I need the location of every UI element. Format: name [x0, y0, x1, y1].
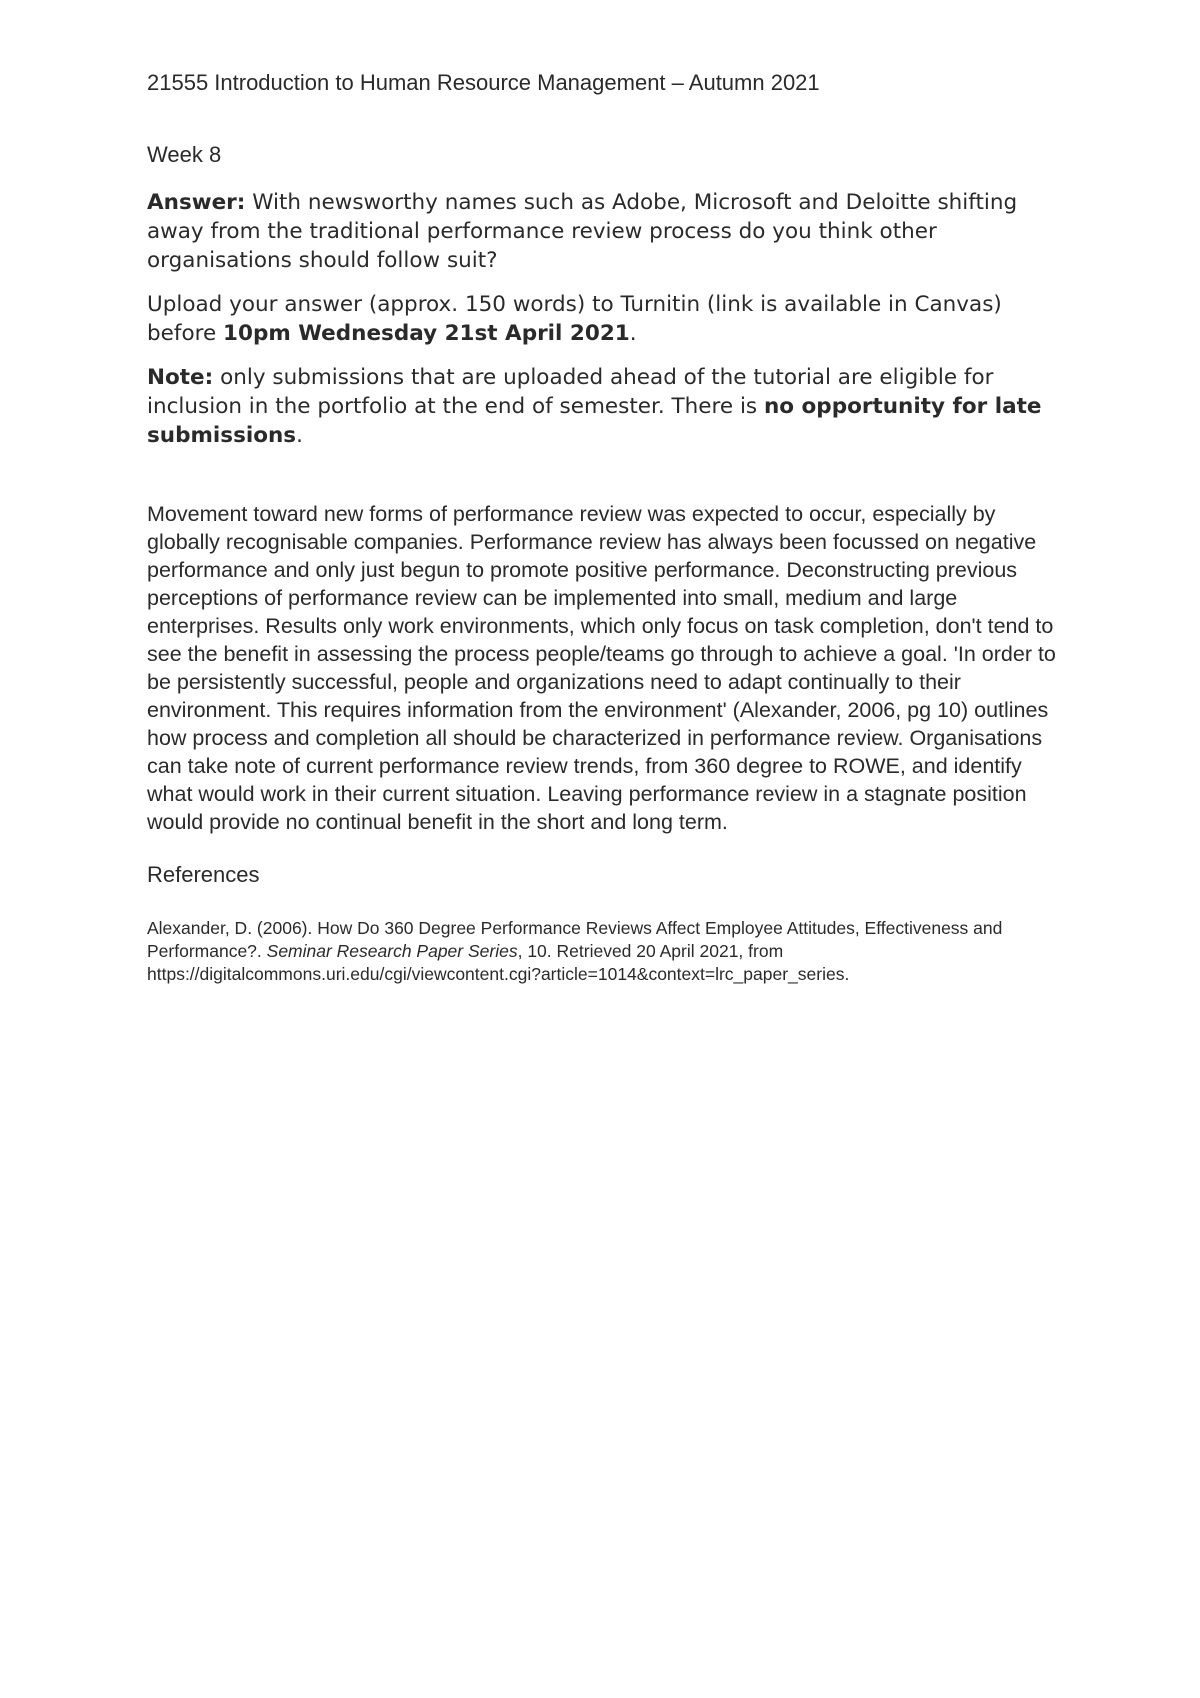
reference-retrieval: , 10. Retrieved 20 April 2021, from https://digitalcommons.uri.edu/cgi/viewcontent.cgi?article=1014&context=lrc_paper_series. [147, 941, 850, 984]
answer-body: Movement toward new forms of performance review was expected to occur, especially by globally recognisable companies. Performance review has always been focussed on negative performance and only just begun to promote positive performance. Deconstructing previous perceptions of performance review can be implemented into small, medium and large enterprises. Results only work environments, which only focus on task completion, don't tend to see the benefit in assessing the process people/teams go through to achieve a goal. 'In order to be persistently successful, people and organizations need to adapt continually to their environment. This requires information from the environment' (Alexander, 2006, pg 10) outlines how process and completion all should be characterized in performance review. Organisations can take note of current performance review trends, from 360 degree to ROWE, and identify what would work in their current situation. Leaving performance review in a stagnate position would provide no continual benefit in the short and long term. [147, 502, 1056, 834]
course-title: 21555 Introduction to Human Resource Management – Autumn 2021 [147, 70, 820, 95]
note-text-end: . [296, 423, 303, 448]
upload-text: Upload your answer (approx. 150 words) to Turnitin (link is available in Canvas) before [147, 292, 1002, 346]
question-paragraph [147, 188, 1067, 275]
references-heading: References [147, 862, 260, 887]
question-text: With newsworthy names such as Adobe, Microsoft and Deloitte shifting away from the traditional performance review process do you think other organisations should follow suit? [147, 190, 1018, 273]
note-paragraph [147, 363, 1067, 450]
question-label: Answer: [147, 190, 246, 215]
reference-text: Alexander, D. (2006). How Do 360 Degree Performance Reviews Affect Employee Attitudes, Effectiveness and Performance?. [147, 918, 1003, 961]
reference-entry [147, 917, 1067, 986]
upload-text-end: . [629, 321, 637, 346]
note-emphasis: no opportunity for late submissions [147, 394, 1042, 448]
upload-deadline: 10pm Wednesday 21st April 2021 [223, 321, 630, 346]
note-text: only submissions that are uploaded ahead of the tutorial are eligible for inclusion in the portfolio at the end of semester. There is [147, 365, 994, 419]
upload-instructions [147, 290, 1067, 348]
note-label: Note: [147, 365, 214, 390]
document-page [147, 68, 1067, 986]
reference-series: Seminar Research Paper Series [266, 941, 518, 961]
week-label: Week 8 [147, 142, 222, 167]
